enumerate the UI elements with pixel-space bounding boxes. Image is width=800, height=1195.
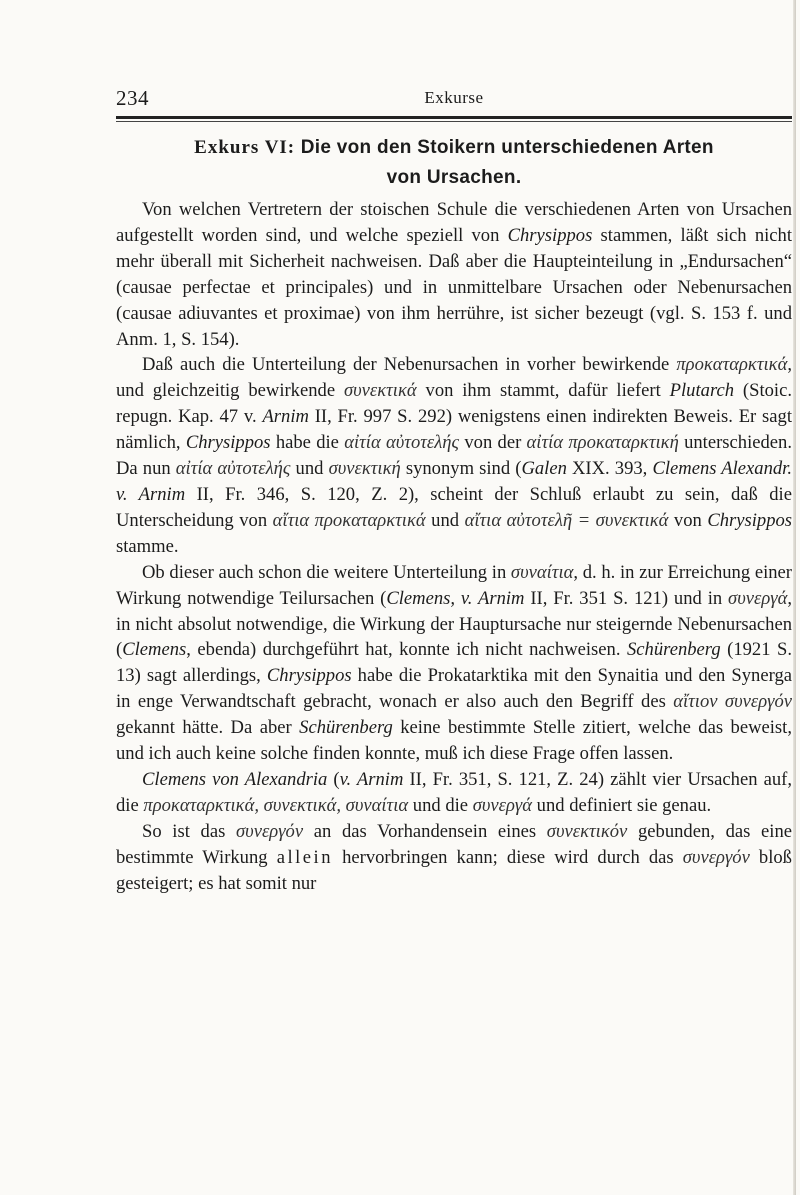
spaced-emphasis: allein: [276, 846, 333, 868]
section-title-line-2: von Ursachen.: [386, 167, 522, 188]
text-run: Von welchen Vertretern der stoischen Schule die verschiedenen Arten von Ursachen aufgestellt worden sind, und welche speziell von: [116, 199, 792, 246]
text-run: II, Fr. 351, S. 121, Z. 24) zählt vier Ursachen auf, die: [116, 768, 792, 816]
paragraph: [116, 560, 792, 767]
text-run: habe die Prokatarktika mit den Synaitia und den Synerga in enge Verwandtschaft gebracht, wonach er also auch den Begriff des: [116, 665, 793, 713]
greek-term: συνεκτικά: [343, 380, 417, 402]
text-run: an das Vorhandensein eines: [303, 820, 547, 842]
greek-term: αἰτία αὐτοτελής: [175, 458, 291, 480]
italic-name: Chrysippos: [185, 432, 271, 454]
section-label: Exkurs VI:: [194, 137, 296, 158]
text-run: (1921 S. 13) sagt allerdings,: [116, 639, 793, 687]
text-run: habe die: [270, 432, 345, 454]
text-run: keine bestimmte Stelle zitiert, welche das beweist, und ich auch keine solche finden konnte, muß ich diese Frage offen lassen.: [116, 717, 792, 765]
text-run: , und gleichzeitig bewirkende: [116, 354, 792, 402]
text-run: von ihm stammt, dafür liefert: [416, 380, 670, 402]
greek-term: συνεργόν: [236, 820, 304, 842]
text-run: Daß auch die Unterteilung der Nebenursachen in vorher bewirkende: [142, 354, 677, 376]
italic-name: v. Arnim: [339, 768, 404, 790]
italic-name: Plutarch: [669, 380, 735, 402]
text-run: hervorbringen kann; diese wird durch das: [333, 846, 683, 868]
paragraph: [116, 197, 792, 352]
italic-name: Clemens: [122, 639, 187, 661]
italic-name: Clemens Alexandr. v. Arnim: [116, 458, 792, 505]
text-run: stamme.: [116, 535, 179, 557]
text-run: So ist das: [142, 820, 236, 842]
text-run: II, Fr. 997 S. 292) wenigstens einen indirekten Beweis. Er sagt nämlich,: [116, 406, 792, 454]
greek-term: συνεργά: [472, 794, 532, 816]
section-title: [116, 133, 792, 193]
page-edge: [793, 0, 796, 1195]
section-title-line-1: [116, 133, 792, 163]
text-run: Ob dieser auch schon die weitere Unterteilung in: [142, 561, 511, 583]
greek-term: συνεργά: [728, 587, 788, 609]
header-rule: [116, 116, 792, 119]
italic-name: Schürenberg: [299, 717, 393, 739]
text-run: unterschieden. Da nun: [116, 432, 792, 480]
italic-name: Chrysippos: [507, 224, 593, 246]
text-run: und definiert sie genau.: [532, 794, 712, 816]
italic-name: Galen: [521, 458, 567, 480]
greek-term: προκαταρκτικά, συνεκτικά, συναίτια: [143, 794, 409, 816]
greek-term: αἴτια αὐτοτελῆ = συνεκτικά: [464, 509, 669, 531]
greek-term: αἴτιον συνεργόν: [673, 691, 792, 713]
text-run: II, Fr. 351 S. 121) und in: [524, 587, 729, 609]
header-rule-thin: [116, 121, 792, 122]
text-run: und: [290, 458, 329, 480]
italic-name: Clemens, v. Arnim: [386, 587, 525, 609]
text-run: bloß gesteigert; es hat somit nur: [116, 846, 792, 894]
page-number: 234: [116, 86, 149, 110]
text-run: von: [668, 509, 708, 531]
greek-term: συνεργόν: [682, 846, 750, 868]
italic-name: Chrysippos: [266, 665, 352, 687]
text-run: und die: [408, 794, 473, 816]
paragraph: [116, 352, 792, 559]
text-run: (Stoic. repugn. Kap. 47 v.: [116, 380, 792, 428]
text-run: XIX. 393,: [566, 458, 653, 480]
greek-term: αἰτία προκαταρκτική: [526, 432, 679, 454]
greek-term: συναίτια: [510, 561, 574, 583]
greek-term: συνεκτικόν: [546, 820, 628, 842]
text-run: , ebenda) durchgeführt hat, konnte ich nicht nachweisen.: [186, 639, 627, 661]
paragraph: [116, 819, 792, 897]
greek-term: προκαταρκτικά: [676, 354, 788, 376]
greek-term: συνεκτική: [328, 458, 401, 480]
greek-term: αἴτια προκαταρκτικά: [272, 509, 426, 531]
running-head: Exkurse: [424, 88, 484, 107]
paragraph: [116, 767, 792, 819]
section-title-text: Die von den Stoikern unterschiedenen Arten: [300, 137, 714, 158]
text-run: von der: [459, 432, 527, 454]
text-run: stammen, läßt sich nicht mehr überall mit Sicherheit nachweisen. Daß aber die Haupteinteilung in „Endursachen“ (causae perfectae et principales) und in unmittelbare Ursachen oder Nebenursachen (causae adiuvantes et proximae) von ihm herrühre, ist sicher bezeugt (vgl. S. 153 f. und Anm. 1, S. 154).: [116, 224, 792, 350]
greek-term: αἰτία αὐτοτελής: [344, 432, 460, 454]
text-run: II, Fr. 346, S. 120, Z. 2), scheint der Schluß erlaubt zu sein, daß die Unterscheidung von: [116, 483, 792, 531]
text-run: (: [327, 768, 340, 790]
italic-name: Clemens von Alexandria: [142, 768, 328, 790]
text-run: gekannt hätte. Da aber: [116, 717, 300, 739]
italic-name: Schürenberg: [627, 639, 721, 661]
page-header: [116, 86, 792, 116]
text-run: synonym sind (: [400, 458, 522, 480]
italic-name: Chrysippos: [707, 509, 793, 531]
italic-name: Arnim: [262, 406, 309, 428]
body-text: [116, 197, 792, 896]
text-run: , d. h. in zur Erreichung einer Wirkung notwendige Teilursachen (: [116, 561, 792, 609]
text-run: gebunden, das eine bestimmte Wirkung: [116, 820, 793, 868]
text-run: , in nicht absolut notwendige, die Wirkung der Hauptursache nur steigernde Nebenursachen (: [116, 587, 792, 661]
text-run: und: [425, 509, 465, 531]
